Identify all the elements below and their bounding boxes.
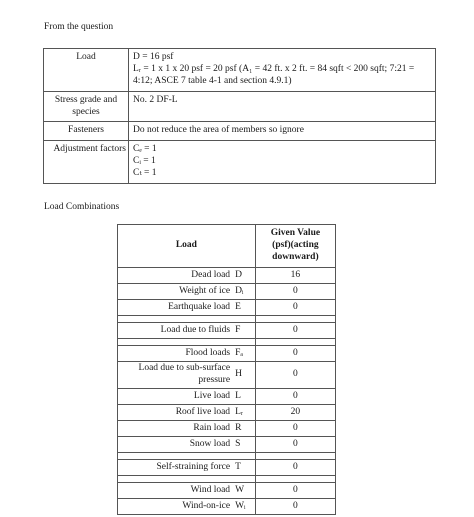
- table-row: [118, 460, 336, 476]
- load-value: 0: [255, 499, 335, 515]
- question-table: [43, 48, 436, 184]
- load-symbol: R: [233, 421, 255, 437]
- load-symbol: Wᵢ: [233, 499, 255, 515]
- value-line: Do not reduce the area of members so ignore: [133, 125, 304, 136]
- load-symbol: Dᵢ: [233, 284, 255, 300]
- row-value: [129, 141, 436, 184]
- header-line: (psf)(acting: [272, 240, 319, 251]
- load-name: Wind-on-ice: [118, 499, 234, 515]
- table-row: [118, 268, 336, 284]
- value-line: D = 16 psf: [133, 52, 174, 62]
- value-line: 4:12; ASCE 7 table 4-1 and section 4.9.1): [133, 75, 292, 86]
- row-label: [44, 91, 129, 122]
- load-name: Dead load: [118, 268, 234, 284]
- load-table: [117, 224, 336, 515]
- table-row: [118, 346, 336, 362]
- load-name: Roof live load: [118, 405, 234, 421]
- heading-from-question: From the question: [44, 22, 114, 32]
- table-row: [118, 300, 336, 316]
- load-value: 0: [255, 346, 335, 362]
- load-symbol: W: [233, 483, 255, 499]
- load-name: Rain load: [118, 421, 234, 437]
- table-row-spacer: [118, 453, 336, 460]
- table-header-row: [118, 225, 336, 268]
- table-row-spacer: [118, 476, 336, 483]
- load-name: Load due to sub-surface pressure: [118, 362, 234, 389]
- table-row: [44, 122, 436, 141]
- load-symbol: F: [233, 323, 255, 339]
- load-symbol: D: [233, 268, 255, 284]
- load-value: 0: [255, 483, 335, 499]
- load-name: Self-straining force: [118, 460, 234, 476]
- load-name: Load due to fluids: [118, 323, 234, 339]
- table-row-spacer: [118, 316, 336, 323]
- load-name: Flood loads: [118, 346, 234, 362]
- load-value: 0: [255, 460, 335, 476]
- header-line: Given Value: [270, 228, 321, 239]
- table-row: [118, 284, 336, 300]
- load-symbol: Fₐ: [233, 346, 255, 362]
- load-name: Weight of ice: [118, 284, 234, 300]
- heading-load-combinations: Load Combinations: [44, 202, 120, 212]
- table-row: [118, 323, 336, 339]
- table-row: [118, 362, 336, 389]
- row-value: [129, 91, 436, 122]
- table-row: [118, 499, 336, 515]
- load-symbol: E: [233, 300, 255, 316]
- load-name: Live load: [118, 389, 234, 405]
- load-symbol: H: [233, 362, 255, 389]
- table-row: [44, 49, 436, 92]
- load-symbol: Lᵣ: [233, 405, 255, 421]
- load-name: Earthquake load: [118, 300, 234, 316]
- header-line: downward): [272, 251, 319, 262]
- load-symbol: L: [233, 389, 255, 405]
- table-row: [118, 483, 336, 499]
- value-line: Cᵢ = 1: [133, 156, 156, 167]
- load-value: 20: [255, 405, 335, 421]
- value-line: Cₜ = 1: [133, 168, 157, 178]
- value-line: Cₑ = 1: [133, 144, 157, 155]
- row-value: [129, 49, 436, 92]
- load-value: 0: [255, 421, 335, 437]
- table-row: [44, 91, 436, 122]
- row-label: Adjustment factors: [44, 141, 129, 184]
- load-value: 0: [255, 362, 335, 389]
- load-value: 0: [255, 323, 335, 339]
- header-given-value: [255, 225, 335, 268]
- header-load: Load: [118, 225, 256, 268]
- load-value: 0: [255, 437, 335, 453]
- load-symbol: S: [233, 437, 255, 453]
- load-symbol: T: [233, 460, 255, 476]
- load-value: 16: [255, 268, 335, 284]
- table-row: [118, 405, 336, 421]
- load-value: 0: [255, 300, 335, 316]
- load-value: 0: [255, 284, 335, 300]
- table-row: [118, 437, 336, 453]
- table-row: [118, 389, 336, 405]
- value-line: Lᵣ = 1 x 1 x 20 psf = 20 psf (A₁ = 42 ft. x 2 ft. = 84 sqft < 200 sqft; 7:21 =: [133, 63, 415, 74]
- table-row: [44, 141, 436, 184]
- table-row: [118, 421, 336, 437]
- table-row-spacer: [118, 339, 336, 346]
- load-value: 0: [255, 389, 335, 405]
- label-line: Stress grade and: [54, 94, 118, 105]
- label-line: species: [72, 106, 100, 117]
- value-line: No. 2 DF-L: [133, 94, 178, 105]
- row-label: Fasteners: [44, 122, 129, 141]
- load-name: Wind load: [118, 483, 234, 499]
- row-value: [129, 122, 436, 141]
- row-label: Load: [44, 49, 129, 92]
- load-name: Snow load: [118, 437, 234, 453]
